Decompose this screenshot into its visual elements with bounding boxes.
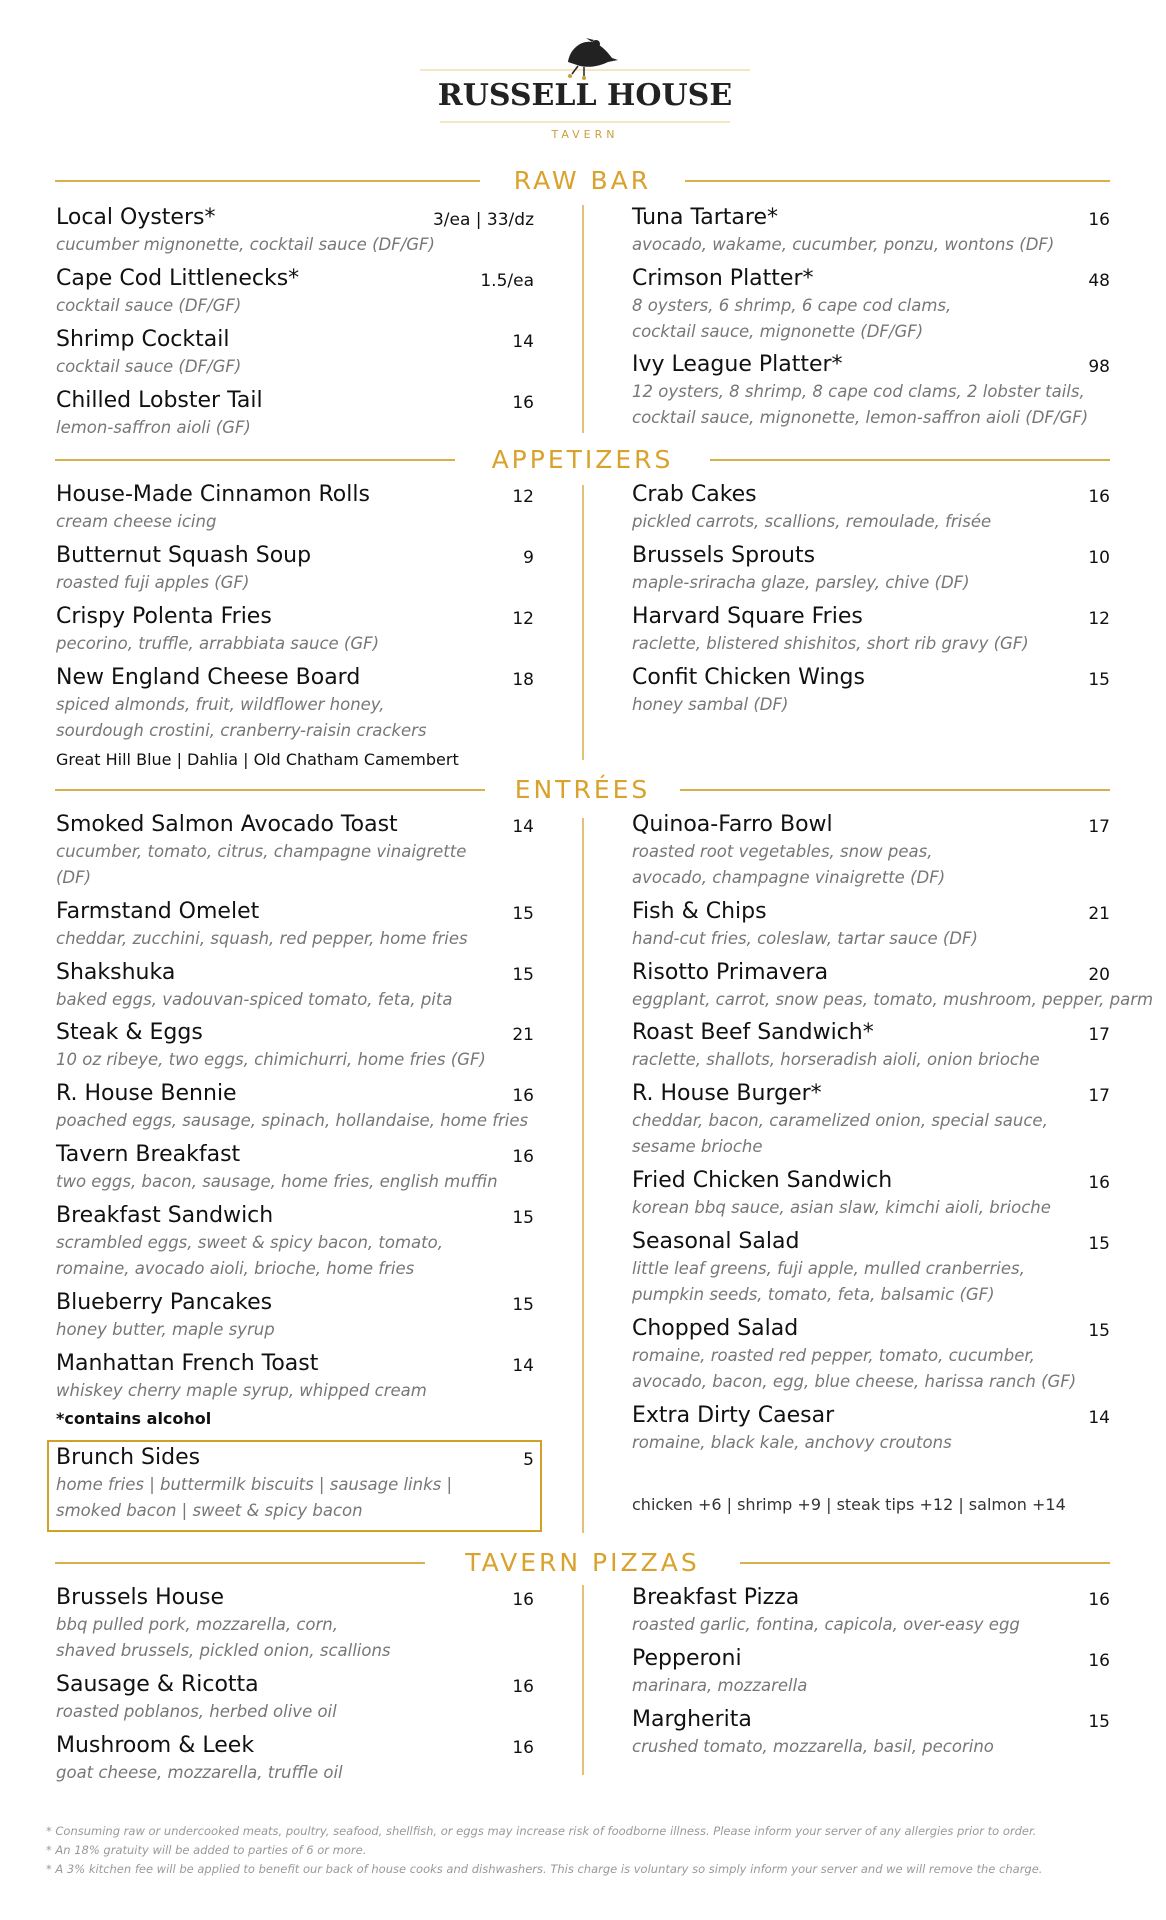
item-desc: cocktail sauce, mignonette, lemon-saffron aioli (DF/GF) — [632, 408, 1089, 427]
disclaimer-kitchen-fee: * A 3% kitchen fee will be applied to benefit our back of house cooks and dishwashers. This charge is voluntary so simply inform your server and we will remove the charge. — [46, 1862, 1043, 1876]
item-price: 16 — [512, 1086, 534, 1106]
menu-item — [632, 603, 1029, 657]
alcohol-note: *contains alcohol — [56, 1409, 212, 1428]
menu-item — [632, 1315, 1076, 1395]
menu-item — [632, 204, 1054, 258]
item-price: 16 — [512, 1590, 534, 1610]
item-name: Margherita — [632, 1707, 752, 1732]
menu-item — [56, 898, 468, 952]
item-name: Farmstand Omelet — [56, 899, 260, 924]
item-price: 12 — [1088, 609, 1110, 629]
item-desc: romaine, black kale, anchovy croutons — [632, 1433, 952, 1452]
item-desc: cheddar, bacon, caramelized onion, special sauce, — [632, 1111, 1048, 1130]
item-price: 21 — [512, 1025, 534, 1045]
disclaimer-raw-food: * Consuming raw or undercooked meats, poultry, seafood, shellfish, or eggs may increase risk of foodborne illness. Please inform your server of any allergies prior to order. — [46, 1824, 1037, 1838]
divider-entrees — [582, 818, 584, 1533]
item-name: Brussels Sprouts — [632, 543, 816, 568]
item-price: 16 — [512, 393, 534, 413]
item-desc: goat cheese, mozzarella, truffle oil — [56, 1763, 343, 1782]
menu-item — [632, 351, 1088, 431]
menu-item — [56, 1732, 343, 1786]
item-desc: avocado, wakame, cucumber, ponzu, wontons (DF) — [632, 235, 1055, 254]
item-desc: honey sambal (DF) — [632, 695, 789, 714]
item-name: Steak & Eggs — [56, 1020, 203, 1045]
item-name: Local Oysters* — [56, 205, 216, 230]
item-desc: 12 oysters, 8 shrimp, 8 cape cod clams, 2 lobster tails, — [632, 382, 1085, 401]
item-desc: cocktail sauce (DF/GF) — [56, 296, 242, 315]
item-name: Breakfast Sandwich — [56, 1203, 274, 1228]
item-desc: home fries | buttermilk biscuits | sausage links | — [56, 1475, 453, 1494]
item-price: 17 — [1088, 1025, 1110, 1045]
menu-item — [56, 1141, 498, 1195]
item-name: Brussels House — [56, 1585, 225, 1610]
section-appetizers — [55, 445, 1110, 475]
item-name: Blueberry Pancakes — [56, 1290, 273, 1315]
item-name: Tuna Tartare* — [632, 205, 778, 230]
item-name: Pepperoni — [632, 1646, 742, 1671]
item-price: 16 — [512, 1738, 534, 1758]
item-desc: smoked bacon | sweet & spicy bacon — [56, 1501, 363, 1520]
section-raw-bar — [55, 166, 1110, 196]
item-desc: scrambled eggs, sweet & spicy bacon, tomato, — [56, 1233, 443, 1252]
item-name: Tavern Breakfast — [56, 1142, 241, 1167]
item-price: 18 — [512, 670, 534, 690]
item-desc: 8 oysters, 6 shrimp, 6 cape cod clams, — [632, 296, 952, 315]
menu-item — [56, 664, 427, 744]
item-desc: cucumber mignonette, cocktail sauce (DF/GF) — [56, 235, 435, 254]
item-desc: roasted garlic, fontina, capicola, over-easy egg — [632, 1615, 1020, 1634]
menu-item — [56, 1584, 391, 1664]
item-desc: romaine, roasted red pepper, tomato, cucumber, — [632, 1346, 1035, 1365]
menu-item — [632, 1584, 1020, 1638]
item-price: 16 — [1088, 1651, 1110, 1671]
item-name: Chilled Lobster Tail — [56, 388, 263, 413]
item-price: 48 — [1088, 271, 1110, 291]
item-price: 9 — [523, 548, 534, 568]
menu-item — [632, 1167, 1051, 1221]
item-name: Extra Dirty Caesar — [632, 1403, 835, 1428]
item-desc: raclette, shallots, horseradish aioli, onion brioche — [632, 1050, 1040, 1069]
item-name: Sausage & Ricotta — [56, 1672, 259, 1697]
item-desc: marinara, mozzarella — [632, 1676, 808, 1695]
menu-item — [56, 1444, 452, 1524]
item-desc: avocado, bacon, egg, blue cheese, harissa ranch (GF) — [632, 1372, 1077, 1391]
item-price: 15 — [1088, 1712, 1110, 1732]
item-price: 14 — [512, 817, 534, 837]
item-desc: two eggs, bacon, sausage, home fries, english muffin — [56, 1172, 498, 1191]
item-name: Manhattan French Toast — [56, 1351, 319, 1376]
item-name: Harvard Square Fries — [632, 604, 863, 629]
menu-item — [56, 326, 241, 380]
item-name: Chopped Salad — [632, 1316, 799, 1341]
item-desc: cucumber, tomato, citrus, champagne vinaigrette — [56, 842, 467, 861]
menu-item — [56, 1019, 486, 1073]
protein-addons: chicken +6 | shrimp +9 | steak tips +12 | salmon +14 — [632, 1495, 1066, 1514]
item-desc: raclette, blistered shishitos, short rib gravy (GF) — [632, 634, 1029, 653]
item-desc: korean bbq sauce, asian slaw, kimchi aioli, brioche — [632, 1198, 1051, 1217]
menu-item — [632, 481, 991, 535]
menu-item — [56, 811, 466, 891]
item-name: R. House Bennie — [56, 1081, 237, 1106]
menu-item — [632, 898, 978, 952]
item-price: 15 — [1088, 670, 1110, 690]
menu-item — [56, 387, 263, 441]
section-title-pizzas: TAVERN PIZZAS — [465, 1548, 700, 1577]
item-desc: pumpkin seeds, tomato, feta, balsamic (GF) — [632, 1285, 995, 1304]
menu-item — [632, 1645, 807, 1699]
item-desc: bbq pulled pork, mozzarella, corn, — [56, 1615, 338, 1634]
item-desc: maple-sriracha glaze, parsley, chive (DF) — [632, 573, 970, 592]
section-title-appetizers: APPETIZERS — [491, 445, 674, 474]
item-name: Breakfast Pizza — [632, 1585, 800, 1610]
divider-pizzas — [582, 1585, 584, 1775]
logo — [420, 30, 750, 150]
item-name: House-Made Cinnamon Rolls — [56, 482, 370, 507]
menu-item — [632, 811, 945, 891]
section-pizzas — [55, 1548, 1110, 1578]
item-price: 12 — [512, 487, 534, 507]
item-desc: crushed tomato, mozzarella, basil, pecorino — [632, 1737, 994, 1756]
item-price: 16 — [1088, 210, 1110, 230]
item-name: Brunch Sides — [56, 1445, 201, 1470]
item-desc: cocktail sauce, mignonette (DF/GF) — [632, 322, 924, 341]
menu-item — [632, 664, 865, 718]
item-desc: honey butter, maple syrup — [56, 1320, 275, 1339]
item-desc: poached eggs, sausage, spinach, hollandaise, home fries — [56, 1111, 529, 1130]
item-desc: romaine, avocado aioli, brioche, home fries — [56, 1259, 415, 1278]
divider-appetizers — [582, 485, 584, 760]
menu-item — [632, 1228, 1025, 1308]
menu-item — [632, 1402, 952, 1456]
menu-item — [56, 959, 452, 1013]
menu-item — [632, 959, 1153, 1013]
item-name: Roast Beef Sandwich* — [632, 1020, 874, 1045]
item-name: Shakshuka — [56, 960, 176, 985]
item-price: 16 — [1088, 487, 1110, 507]
item-price: 16 — [512, 1147, 534, 1167]
item-price: 21 — [1088, 904, 1110, 924]
item-desc: cream cheese icing — [56, 512, 217, 531]
item-name: Cape Cod Littlenecks* — [56, 266, 300, 291]
item-price: 15 — [512, 904, 534, 924]
item-name: Quinoa-Farro Bowl — [632, 812, 833, 837]
item-name: Fried Chicken Sandwich — [632, 1168, 893, 1193]
menu-item — [632, 1080, 1048, 1160]
item-price: 16 — [512, 1677, 534, 1697]
restaurant-name: RUSSELL HOUSE — [437, 78, 733, 113]
menu-item — [56, 1350, 427, 1404]
divider-raw-bar — [582, 205, 584, 433]
item-desc: cocktail sauce (DF/GF) — [56, 357, 242, 376]
item-desc: pickled carrots, scallions, remoulade, frisée — [632, 512, 992, 531]
item-price: 10 — [1088, 548, 1110, 568]
item-name: Crimson Platter* — [632, 266, 814, 291]
menu-item — [56, 204, 435, 258]
item-desc: pecorino, truffle, arrabbiata sauce (GF) — [56, 634, 380, 653]
item-name: New England Cheese Board — [56, 665, 361, 690]
menu-item — [632, 1019, 1040, 1073]
item-desc: avocado, champagne vinaigrette (DF) — [632, 868, 946, 887]
item-price: 17 — [1088, 1086, 1110, 1106]
item-desc: hand-cut fries, coleslaw, tartar sauce (DF) — [632, 929, 978, 948]
item-name: Confit Chicken Wings — [632, 665, 865, 690]
item-price: 15 — [1088, 1234, 1110, 1254]
item-name: Smoked Salmon Avocado Toast — [56, 812, 398, 837]
item-price: 5 — [523, 1450, 534, 1470]
item-name: Shrimp Cocktail — [56, 327, 230, 352]
section-title-entrees: ENTRÉES — [514, 775, 651, 804]
item-name: Mushroom & Leek — [56, 1733, 255, 1758]
item-name: Crab Cakes — [632, 482, 757, 507]
item-desc: shaved brussels, pickled onion, scallions — [56, 1641, 391, 1660]
disclaimers — [46, 1822, 1042, 1879]
item-name: Ivy League Platter* — [632, 352, 843, 377]
section-entrees — [55, 775, 1110, 805]
menu-item — [56, 603, 379, 657]
item-name: Risotto Primavera — [632, 960, 829, 985]
item-desc: sesame brioche — [632, 1137, 763, 1156]
item-name: Seasonal Salad — [632, 1229, 800, 1254]
item-price: 20 — [1088, 965, 1110, 985]
restaurant-subtitle: TAVERN — [551, 128, 619, 141]
item-desc: (DF) — [56, 868, 92, 887]
item-desc: roasted fuji apples (GF) — [56, 573, 250, 592]
item-price: 15 — [512, 965, 534, 985]
item-price: 15 — [1088, 1321, 1110, 1341]
disclaimer-gratuity: * An 18% gratuity will be added to parties of 6 or more. — [46, 1843, 367, 1857]
item-price: 14 — [512, 332, 534, 352]
item-price: 14 — [1088, 1408, 1110, 1428]
item-desc: eggplant, carrot, snow peas, tomato, mushroom, pepper, parm — [632, 990, 1154, 1009]
item-desc: spiced almonds, fruit, wildflower honey, — [56, 695, 385, 714]
item-name: R. House Burger* — [632, 1081, 822, 1106]
menu-item — [56, 1671, 337, 1725]
menu-item — [632, 265, 951, 345]
item-price: 17 — [1088, 817, 1110, 837]
item-price: 16 — [1088, 1590, 1110, 1610]
item-name: Crispy Polenta Fries — [56, 604, 272, 629]
item-price: 3/ea | 33/dz — [432, 210, 534, 230]
item-price: 15 — [512, 1208, 534, 1228]
item-desc: roasted poblanos, herbed olive oil — [56, 1702, 337, 1721]
section-title-raw-bar: RAW BAR — [513, 166, 652, 195]
item-price: 12 — [512, 609, 534, 629]
menu-item — [56, 542, 311, 596]
item-price: 15 — [512, 1295, 534, 1315]
item-desc: roasted root vegetables, snow peas, — [632, 842, 933, 861]
item-price: 16 — [1088, 1173, 1110, 1193]
menu-item — [632, 542, 970, 596]
item-desc: sourdough crostini, cranberry-raisin crackers — [56, 721, 427, 740]
item-price: 98 — [1088, 357, 1110, 377]
menu-item — [56, 265, 299, 319]
item-desc: whiskey cherry maple syrup, whipped cream — [56, 1381, 427, 1400]
item-desc: cheddar, zucchini, squash, red pepper, home fries — [56, 929, 468, 948]
menu-item — [56, 1289, 275, 1343]
item-desc: little leaf greens, fuji apple, mulled cranberries, — [632, 1259, 1025, 1278]
menu-item — [56, 1080, 528, 1134]
item-desc: baked eggs, vadouvan-spiced tomato, feta, pita — [56, 990, 453, 1009]
menu-item — [56, 481, 370, 535]
item-desc: 10 oz ribeye, two eggs, chimichurri, home fries (GF) — [56, 1050, 486, 1069]
menu-item — [56, 1202, 443, 1282]
menu-item — [632, 1706, 994, 1760]
item-name: Butternut Squash Soup — [56, 543, 312, 568]
item-price: 1.5/ea — [480, 271, 534, 291]
item-desc: lemon-saffron aioli (GF) — [56, 418, 251, 437]
item-price: 14 — [512, 1356, 534, 1376]
cheese-note: Great Hill Blue | Dahlia | Old Chatham Camembert — [56, 750, 459, 769]
item-name: Fish & Chips — [632, 899, 767, 924]
